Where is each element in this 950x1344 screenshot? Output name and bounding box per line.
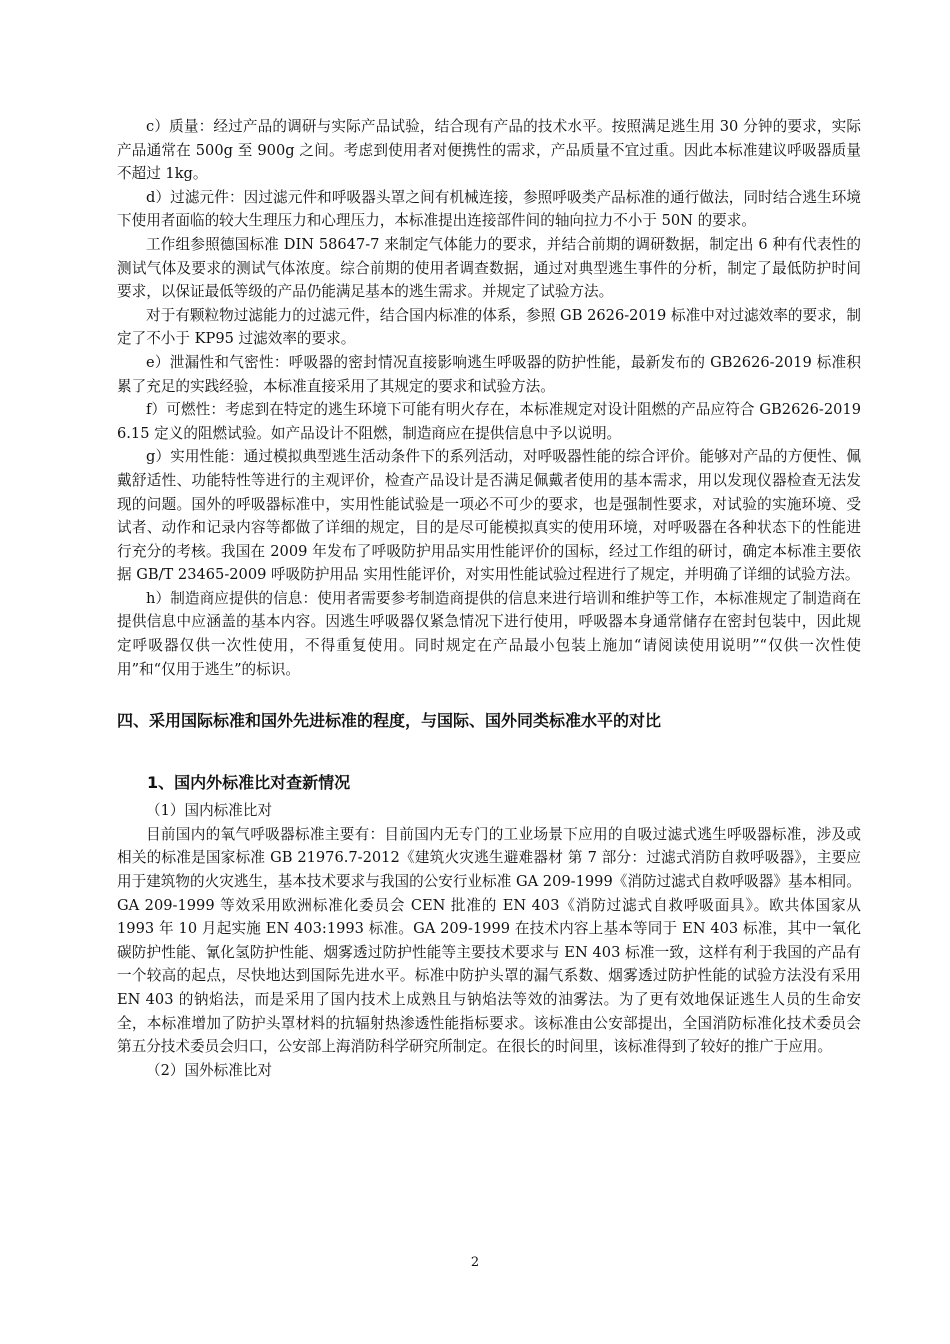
paragraph-practical-performance: g）实用性能：通过模拟典型逃生活动条件下的系列活动，对呼吸器性能的综合评价。能够对产品的方便性、佩戴舒适性、功能特性等进行的主观评价，检查产品设计是否满足佩戴者使用的基本需求，用以发现仪器检查无法发现的问题。国外的呼吸器标准中，实用性能试验是一项必不可少的要求，也是强制性要求，对试验的实施环境、受试者、动作和记录内容等都做了详细的规定，目的是尽可能模拟真实的使用环境，对呼吸器在各种状态下的性能进行充分的考核。我国在 2009 年发布了呼吸防护用品实用性能评价的国标，经过工作组的研讨，确定本标准主要依据 GB/T 23465-2009 呼吸防护用品 实用性能评价，对实用性能试验过程进行了规定，并明确了详细的试验方法。 [117, 448, 861, 584]
subsection-heading: 1、国内外标准比对查新情况 [147, 773, 351, 793]
domestic-comparison-subhead: （1）国内标准比对 [146, 802, 273, 820]
paragraph-manufacturer-info: h）制造商应提供的信息：使用者需要参考制造商提供的信息来进行培训和维护等工作，本标准规定了制造商在提供信息中应涵盖的基本内容。因逃生呼吸器仅紧急情况下进行使用，呼吸器本身通常储存在密封包装中，因此规定呼吸器仅供一次性使用，不得重复使用。同时规定在产品最小包装上施加“请阅读使用说明”“仅供一次性使用”和“仅用于逃生”的标识。 [117, 589, 861, 678]
paragraph-domestic-standards: 目前国内的氧气呼吸器标准主要有：目前国内无专门的工业场景下应用的自吸过滤式逃生呼吸器标准，涉及或相关的标准是国家标准 GB 21976.7-2012《建筑火灾逃生避难器材 第 7 部分：过滤式消防自救呼吸器》，主要应用于建筑物的火灾逃生，基本技术要求与我国的公安行业标准 GA 209-1999《消防过滤式自救呼吸器》基本相同。GA 209-1999 等效采用欧洲标准化委员会 CEN 批准的 EN 403《消防过滤式自救呼吸面具》。欧共体国家从 1993 年 10 月起实施 EN 403:1993 标准。GA 209-1999 在技术内容上基本等同于 EN 403 标准，其中一氧化碳防护性能、氰化氢防护性能、烟雾透过防护性能等主要技术要求与 EN 403 标准一致，这样有利于我国的产品有一个较高的起点，尽快地达到国际先进水平。标准中防护头罩的漏气系数、烟雾透过防护性能的试验方法没有采用 EN 403 的钠焰法，而是采用了国内技术上成熟且与钠焰法等效的油雾法。为了更有效地保证逃生人员的生命安全，本标准增加了防护头罩材料的抗辐射热渗透性能指标要求。该标准由公安部提出，全国消防标准化技术委员会第五分技术委员会归口，公安部上海消防科学研究所制定。在很长的时间里，该标准得到了较好的推广于应用。 [117, 825, 861, 1056]
paragraph-filter-element: d）过滤元件：因过滤元件和呼吸器头罩之间有机械连接，参照呼吸类产品标准的通行做法，同时结合逃生环境下使用者面临的较大生理压力和心理压力，本标准提出连接部件间的轴向拉力不小于 50N 的要求。 [117, 188, 861, 230]
paragraph-leakage: e）泄漏性和气密性：呼吸器的密封情况直接影响逃生呼吸器的防护性能，最新发布的 GB2626-2019 标准积累了充足的实践经验，本标准直接采用了其规定的要求和试验方法。 [117, 353, 861, 395]
paragraph-flammability: f）可燃性：考虑到在特定的逃生环境下可能有明火存在，本标准规定对设计阻燃的产品应符合 GB2626-2019 6.15 定义的阻燃试验。如产品设计不阻燃，制造商应在提供信息中予以说明。 [117, 401, 861, 442]
paragraph-gas-capacity: 工作组参照德国标准 DIN 58647-7 来制定气体能力的要求，并结合前期的调研数据，制定出 6 种有代表性的测试气体及要求的测试气体浓度。综合前期的使用者调查数据，通过对典型逃生事件的分析，制定了最低防护时间要求，以保证最低等级的产品仍能满足基本的逃生需求。并规定了试验方法。 [117, 235, 861, 301]
page-number: 2 [470, 1255, 480, 1270]
foreign-comparison-subhead: （2）国外标准比对 [146, 1061, 273, 1079]
page-body [117, 115, 861, 1082]
paragraph-mass: c）质量：经过产品的调研与实际产品试验，结合现有产品的技术水平。按照满足逃生用 30 分钟的要求，实际产品通常在 500g 至 900g 之间。考虑到使用者对便携性的需求，产品质量不宜过重。因此本标准建议呼吸器质量不超过 1kg。 [117, 118, 861, 183]
paragraph-particle-filter: 对于有颗粒物过滤能力的过滤元件，结合国内标准的体系，参照 GB 2626-2019 标准中对过滤效率的要求，制定了不小于 KP95 过滤效率的要求。 [117, 306, 861, 348]
section-heading: 四、采用国际标准和国外先进标准的程度，与国际、国外同类标准水平的对比 [117, 711, 662, 731]
